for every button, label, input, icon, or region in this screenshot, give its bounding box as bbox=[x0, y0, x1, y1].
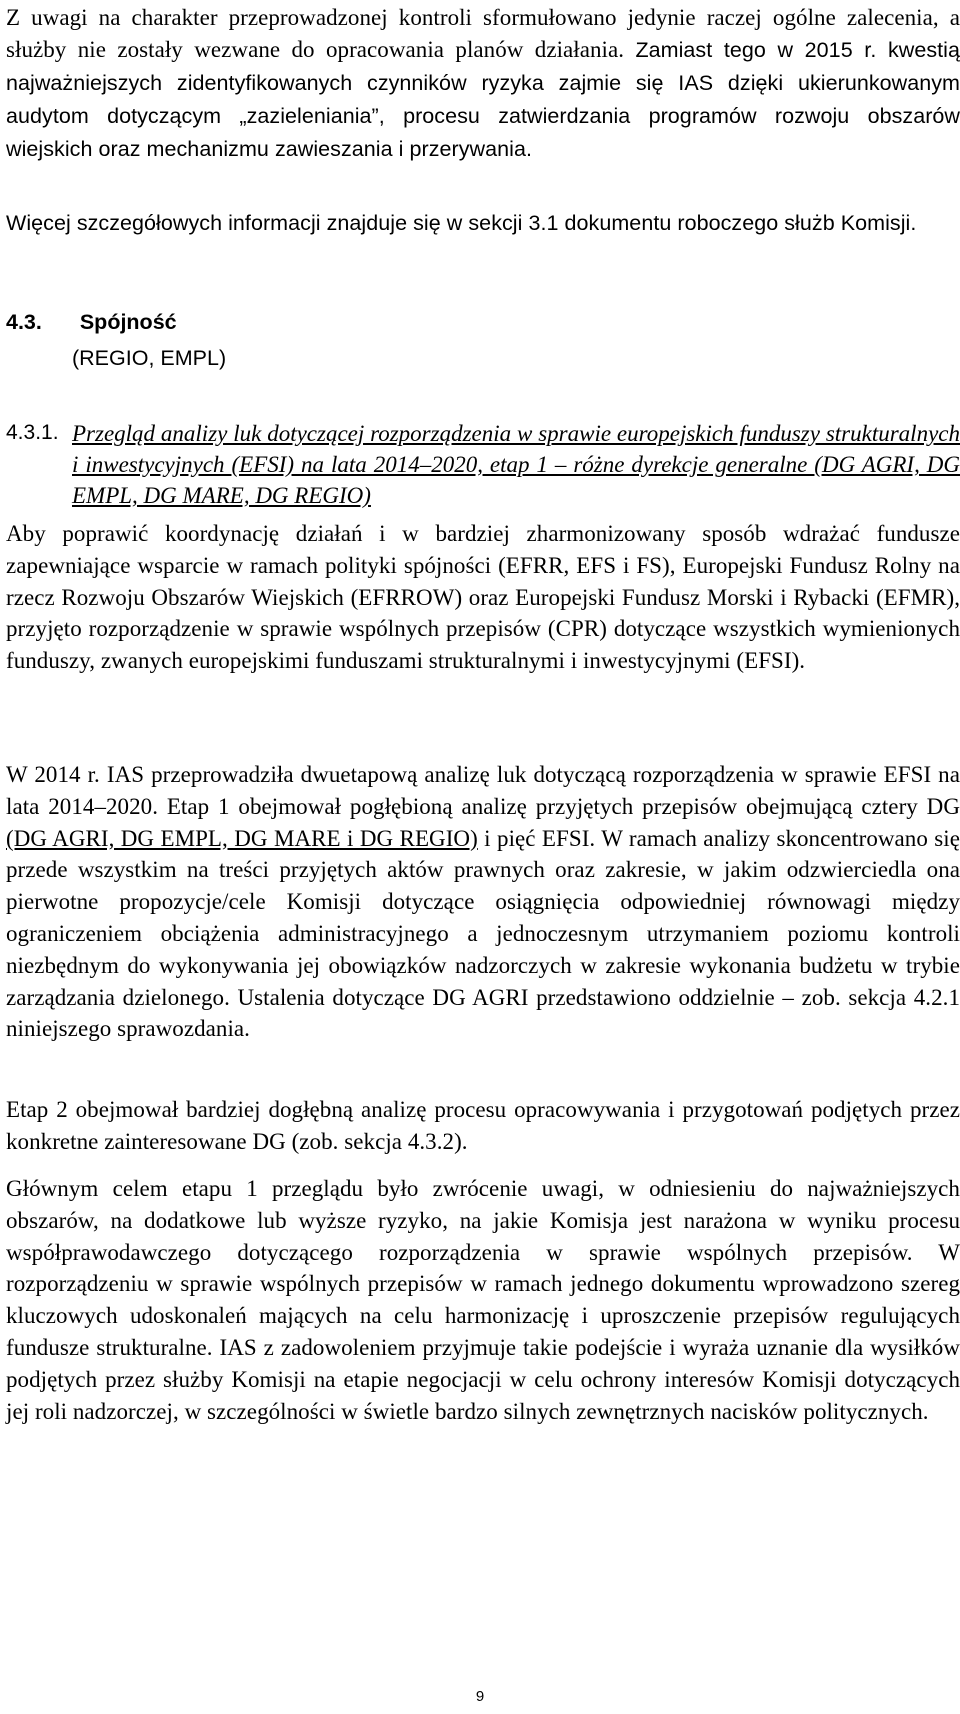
paragraph-cpr: Aby poprawić koordynację działań i w bardziej zharmonizowany sposób wdrażać fundusze zapewniające wsparcie w ramach polityki spójności (EFRR, EFS i FS), Europejski Fundusz Rolny na rzecz Rozwoju Obszarów Wiejskich (EFRROW) oraz Europejski Fundusz Morski i Rybacki (EFMR), przyjęto rozporządzenie w sprawie wspólnych przepisów (CPR) dotyczące wszystkich wymienionych funduszy, zwanych europejskimi funduszami strukturalnymi i inwestycyjnymi (EFSI). bbox=[6, 521, 960, 674]
paragraph-main-goal: Głównym celem etapu 1 przeglądu było zwrócenie uwagi, w odniesieniu do najważniejszych obszarów, na dodatkowe lub wyższe ryzyko, na jakie Komisja jest narażona w wyniku procesu współprawodawczego dotyczącego rozporządzenia w sprawie wspólnych przepisów. W rozporządzeniu w sprawie wspólnych przepisów w ramach jednego dokumentu wprowadzono szereg kluczowych udoskonaleń mających na celu harmonizację i uproszczenie przepisów regulujących fundusze strukturalne. IAS z zadowoleniem przyjmuje takie podejście i wyraża uznanie dla wysiłków podjętych przez służby Komisji na etapie negocjacji w celu ochrony interesów Komisji dotyczących jej roli nadzorczej, w szczególności w świetle bardzo silnych zewnętrznych nacisków politycznych. bbox=[6, 1176, 960, 1424]
intro-paragraph bbox=[6, 2, 960, 166]
section-title: Spójność bbox=[79, 310, 177, 334]
intro-rest: Zamiast tego w 2015 r. kwestią najważniejszych zidentyfikowanych czynników ryzyka zajmie się IAS dzięki ukierunkowanym audytom dotyczącym „zazieleniania”, procesu zatwierdzania programów rozwoju obszarów wiejskich oraz mechanizmu zawieszania i przerywania. bbox=[6, 37, 960, 161]
section-heading bbox=[6, 310, 177, 335]
paragraph-gap-analysis-start: W 2014 r. IAS przeprowadziła dwuetapową analizę luk dotyczącą rozporządzenia w sprawie EFSI na lata 2014–2020. Etap 1 obejmował pogłębioną analizę przyjętych przepisów obejmującą cztery DG bbox=[6, 762, 960, 819]
paragraph-gap-analysis-end: i pięć EFSI. W ramach analizy skoncentrowano się przede wszystkim na treści przyjętych aktów prawnych oraz zakresie, w jakim odzwierciedla ona pierwotne propozycje/cele Komisji dotyczące osiągnięcia odpowiedniej równowagi między ograniczeniem obciążenia administracyjnego a jednoczesnym utrzymaniem poziomu kontroli niezbędnym do wykonywania jej obowiązków nadzorczych w zakresie wykonania budżetu w trybie zarządzania dzielonego. Ustalenia dotyczące DG AGRI przedstawiono oddzielnie – zob. sekcja 4.2.1 niniejszego sprawozdania. bbox=[6, 825, 960, 1042]
page-number: 9 bbox=[475, 1688, 485, 1705]
paragraph-stage-2: Etap 2 obejmował bardziej dogłębną analizę procesu opracowywania i przygotowań podjętych przez konkretne zainteresowane DG (zob. sekcja 4.3.2). bbox=[6, 1097, 960, 1154]
more-info-paragraph: Więcej szczegółowych informacji znajduje się w sekcji 3.1 dokumentu roboczego służb Komisji. bbox=[6, 211, 917, 235]
paragraph-gap-analysis bbox=[6, 759, 960, 1045]
subsection-number: 4.3.1. bbox=[6, 421, 59, 444]
intro-line-1: Z uwagi na charakter przeprowadzonej kontroli sformułowano jedynie raczej ogólne zalecenia, a służby nie zostały wezwane do opracowania planów działania. bbox=[6, 5, 960, 62]
dg-list-underlined: (DG AGRI, DG EMPL, DG MARE i DG REGIO) bbox=[6, 825, 478, 851]
section-subtitle: (REGIO, EMPL) bbox=[72, 346, 227, 370]
section-number: 4.3. bbox=[6, 310, 42, 334]
subsection-title: Przegląd analizy luk dotyczącej rozporządzenia w sprawie europejskich funduszy strukturalnych i inwestycyjnych (EFSI) na lata 2014–2020, etap 1 – różne dyrekcje generalne (DG AGRI, DG EMPL, DG MARE, DG REGIO) bbox=[72, 421, 960, 508]
